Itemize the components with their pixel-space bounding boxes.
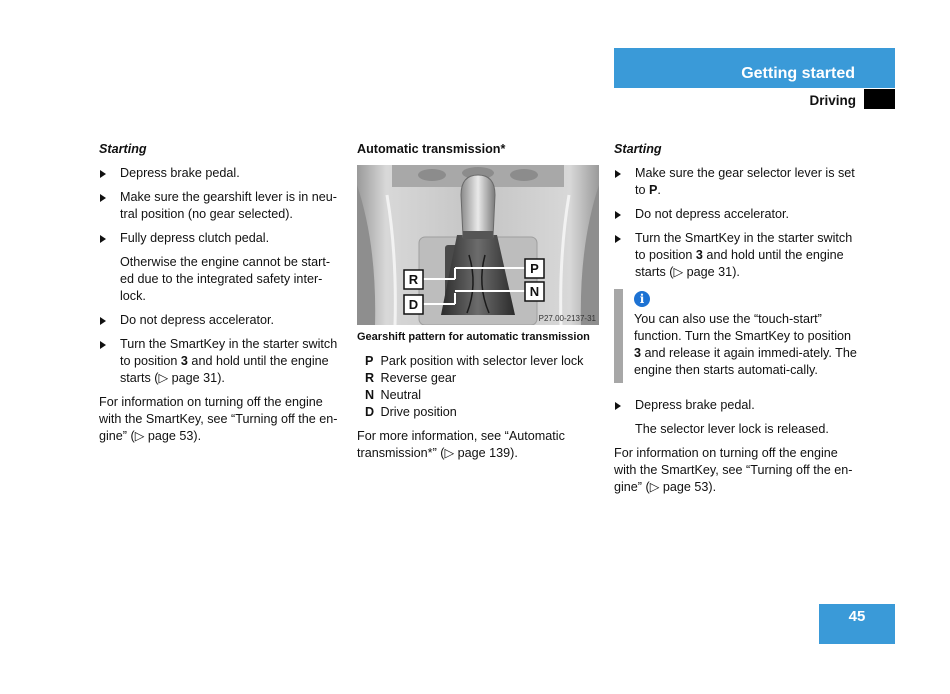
subsection-title: Driving <box>809 93 856 108</box>
reference-text: For information on turning off the engine with the SmartKey, see “Turning off the en-gine” (▷ page 53). <box>614 446 853 494</box>
info-text: You can also use the “touch-start” function. Turn the SmartKey to position 3 and release it again immedi-ately. The engine then starts automati-cally. <box>634 312 857 377</box>
list-item <box>614 230 858 281</box>
list-item <box>614 206 858 223</box>
figure-code: P27.00-2137-31 <box>538 314 596 323</box>
list-item-text: Fully depress clutch pedal. <box>120 231 270 245</box>
column-manual-start <box>99 141 343 452</box>
section-header-tab <box>614 48 895 88</box>
list-item <box>99 165 343 182</box>
figure-caption: Gearshift pattern for automatic transmission <box>357 331 590 343</box>
heading-starting: Starting <box>99 142 147 156</box>
list-item: D Drive position <box>365 405 457 419</box>
list-item-text: Do not depress accelerator. <box>120 313 275 327</box>
label-park: P <box>530 261 539 276</box>
page-number: 45 <box>848 608 866 625</box>
list-item <box>99 312 343 329</box>
reference-text: For more information, see “Automatic transmission*” (▷ page 139). <box>357 429 565 460</box>
bullet-arrow-icon <box>100 170 106 178</box>
label-neutral: N <box>529 284 540 299</box>
list-item-text: Turn the SmartKey in the starter switch to position 3 and hold until the engine starts (▷ page 31). <box>120 337 338 385</box>
bullet-arrow-icon <box>615 211 621 219</box>
column-automatic-start <box>614 141 858 503</box>
gearshift-illustration <box>357 165 599 325</box>
gearshift-figure <box>357 165 599 325</box>
bullet-arrow-icon <box>100 317 106 325</box>
bullet-arrow-icon <box>615 235 621 243</box>
list-item-text: Depress brake pedal. <box>635 398 755 412</box>
label-drive: D <box>408 297 419 312</box>
note-text: The selector lever lock is released. <box>635 422 829 436</box>
list-item-text: Do not depress accelerator. <box>635 207 790 221</box>
label-reverse: R <box>408 272 419 287</box>
reference-text: For information on turning off the engine with the SmartKey, see “Turning off the en-gine” (▷ page 53). <box>99 395 338 443</box>
bullet-arrow-icon <box>100 235 106 243</box>
bullet-arrow-icon <box>615 402 621 410</box>
list-item <box>614 397 858 414</box>
info-icon: i <box>634 291 650 307</box>
heading-automatic-transmission: Automatic transmission* <box>357 142 506 156</box>
bullet-arrow-icon <box>100 341 106 349</box>
list-item <box>99 230 343 247</box>
section-title: Getting started <box>741 65 855 82</box>
list-item: R Reverse gear <box>365 371 457 385</box>
list-item <box>99 189 343 223</box>
list-item-text: Turn the SmartKey in the starter switch to position 3 and hold until the engine starts (▷ page 31). <box>635 231 853 279</box>
heading-starting: Starting <box>614 142 662 156</box>
bullet-arrow-icon <box>615 170 621 178</box>
list-item-text: Make sure the gear selector lever is set to P. <box>635 166 855 197</box>
column-automatic-transmission <box>357 141 599 469</box>
list-item-text: Depress brake pedal. <box>120 166 240 180</box>
note-text: Otherwise the engine cannot be start-ed due to the integrated safety inter-lock. <box>120 255 331 303</box>
page-number-tab <box>819 604 895 644</box>
bullet-arrow-icon <box>100 194 106 202</box>
info-bar <box>614 289 623 383</box>
list-item <box>614 165 858 199</box>
info-note <box>614 289 858 383</box>
list-item: N Neutral <box>365 388 422 402</box>
subsection-marker <box>864 89 895 109</box>
list-item: P Park position with selector lever lock <box>365 354 584 368</box>
list-item-text: Make sure the gearshift lever is in neu-tral position (no gear selected). <box>120 190 337 221</box>
list-item <box>99 336 343 387</box>
